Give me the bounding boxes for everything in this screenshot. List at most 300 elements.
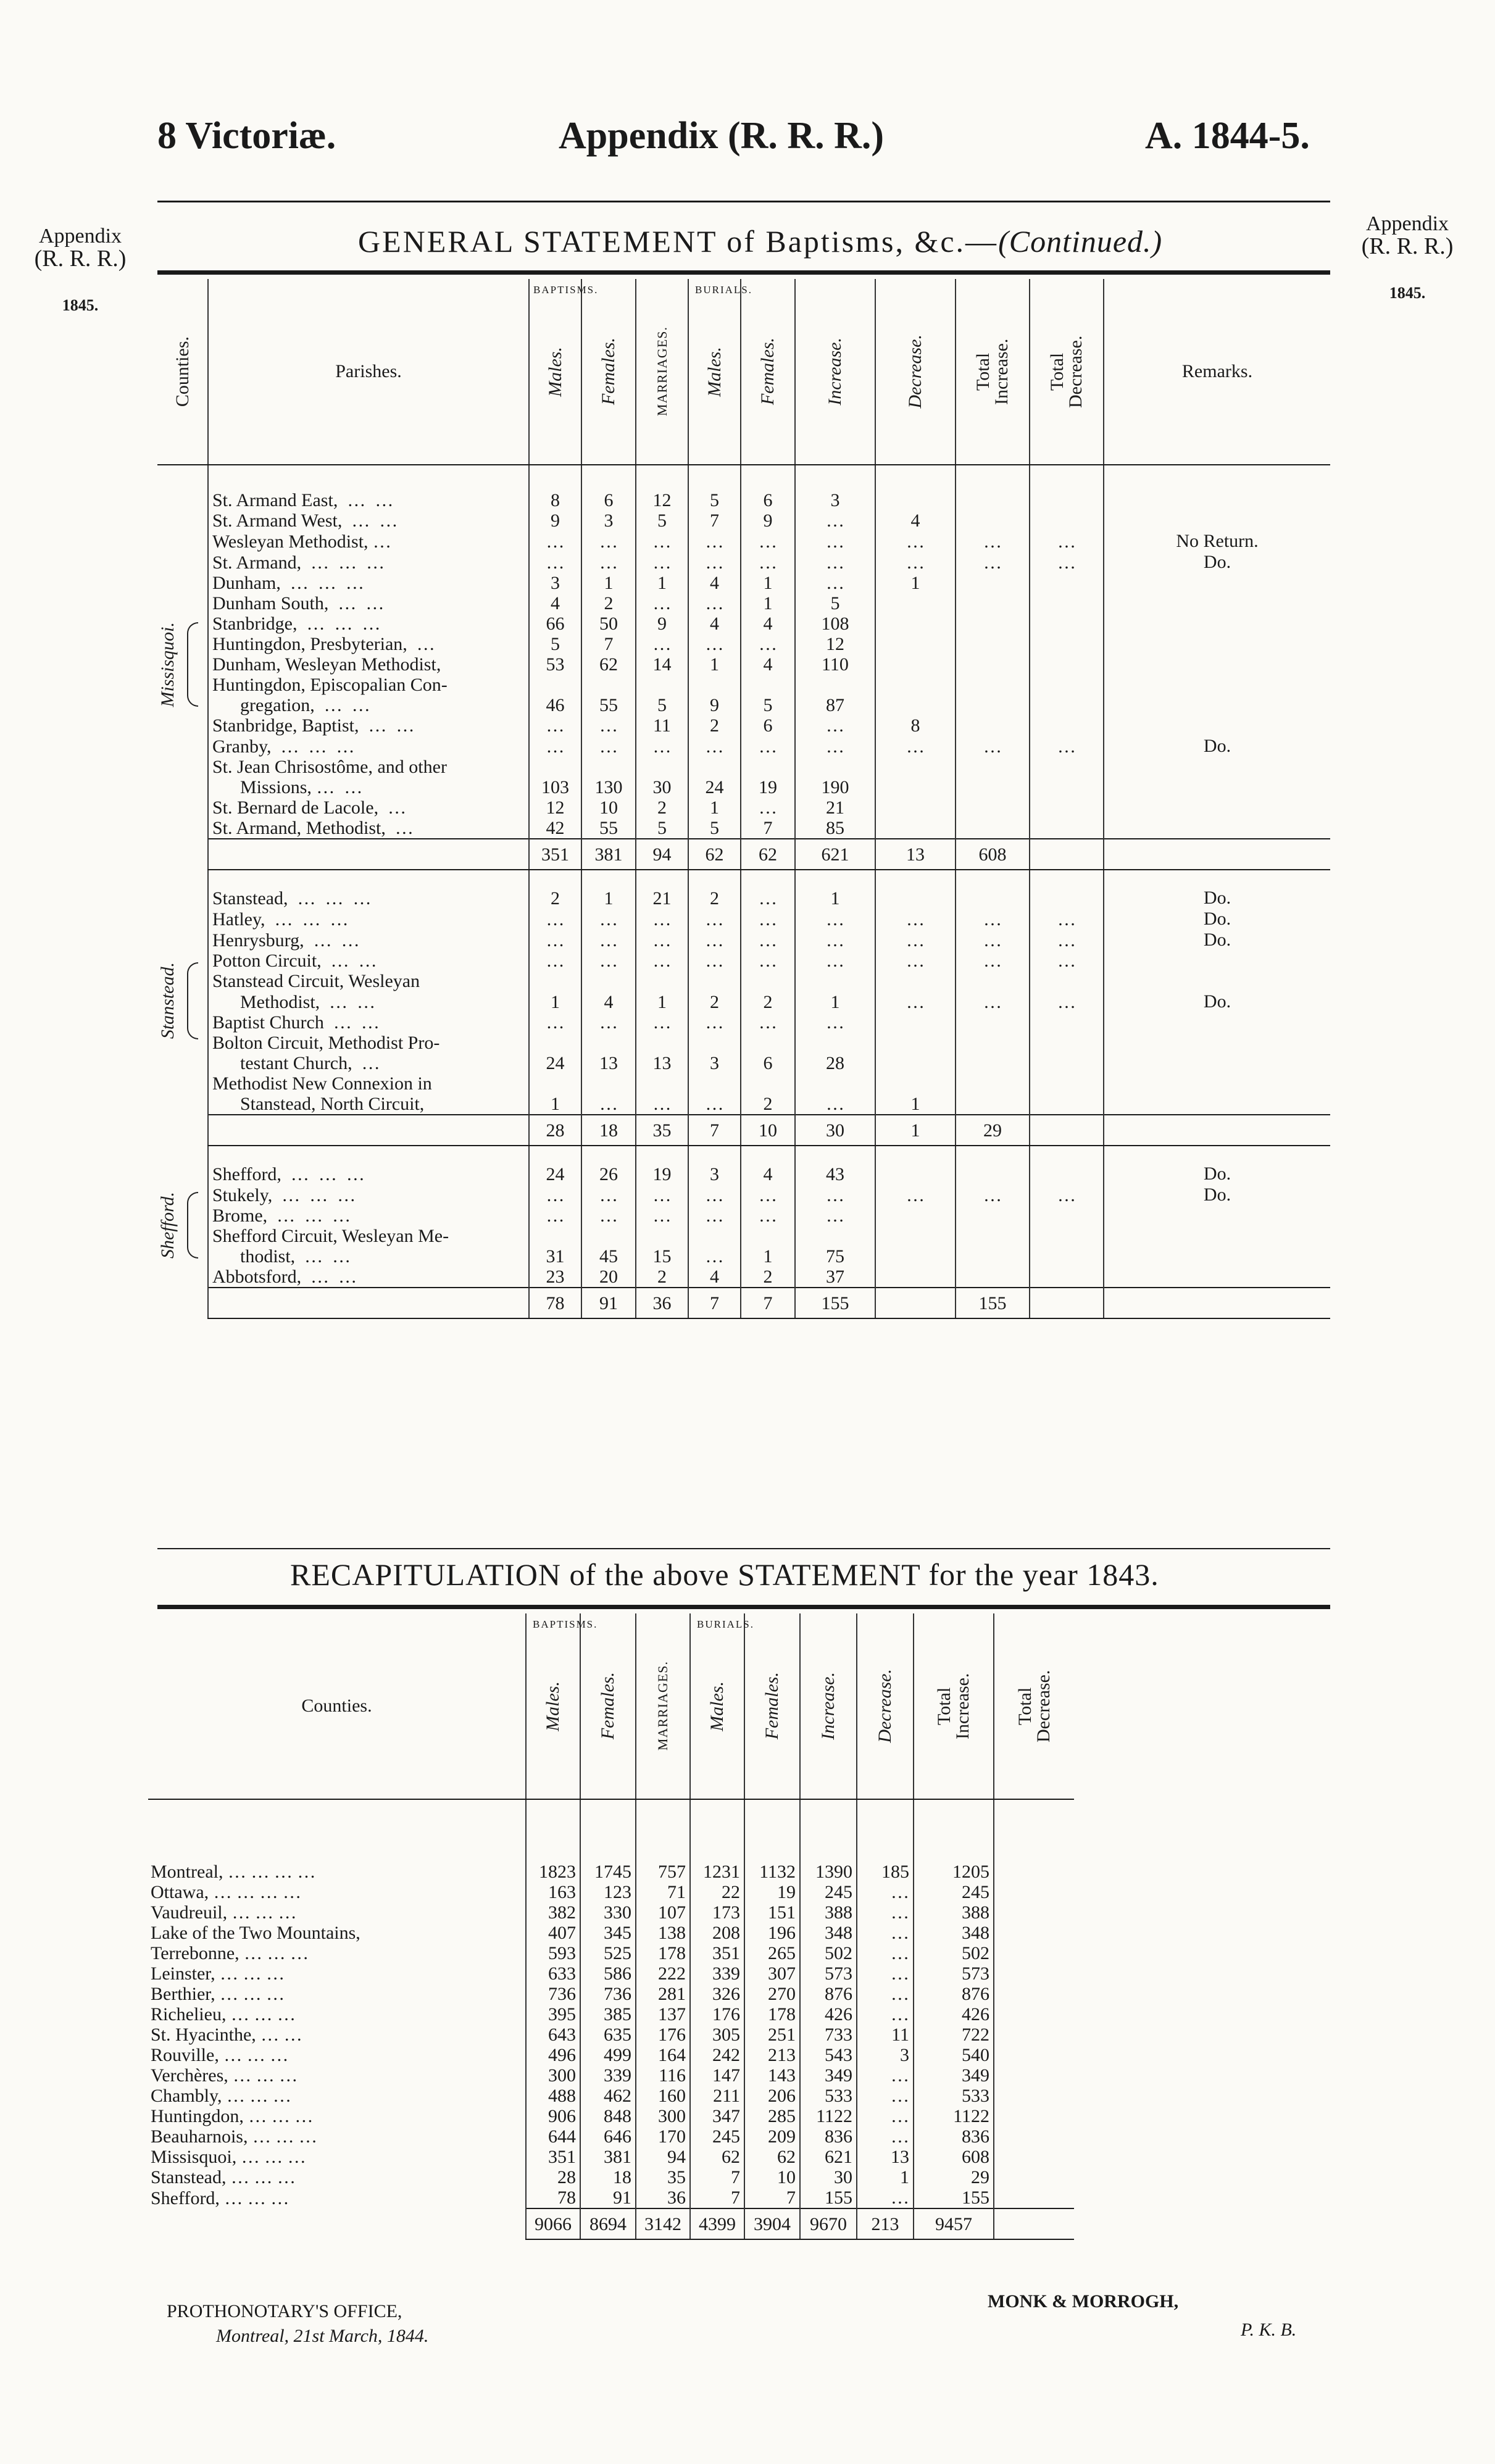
statement-row xyxy=(157,695,1330,715)
recap-county: Huntingdon, … … … xyxy=(151,2106,314,2126)
recap-value-cell: 876 xyxy=(914,1984,994,2004)
recap-value-cell: … xyxy=(857,1902,914,1923)
signatory: MONK & MORROGH, xyxy=(988,2291,1179,2312)
recap-value-cell xyxy=(994,2025,1074,2045)
parish-name: Stanstead, North Circuit, xyxy=(208,1094,529,1115)
value-cell xyxy=(581,1226,636,1246)
value-cell: 1 xyxy=(636,573,688,593)
statement-row xyxy=(157,1267,1330,1288)
remarks-cell xyxy=(1104,1053,1330,1073)
value-cell xyxy=(741,1073,795,1094)
recap-value-cell: 176 xyxy=(690,2004,744,2025)
value-cell: 1 xyxy=(741,1246,795,1267)
statement-row xyxy=(157,465,1330,510)
statement-row xyxy=(157,675,1330,695)
value-cell xyxy=(688,1033,741,1053)
total-cell xyxy=(1030,839,1104,870)
value-cell: … xyxy=(875,930,956,951)
value-cell xyxy=(741,675,795,695)
recap-total-cell: 213 xyxy=(857,2208,914,2239)
value-cell xyxy=(1030,797,1104,818)
recap-value-cell: 3 xyxy=(857,2045,914,2065)
value-cell: … xyxy=(581,1012,636,1033)
value-cell xyxy=(875,654,956,675)
remarks-cell: Do. xyxy=(1104,870,1330,909)
value-cell xyxy=(875,1226,956,1246)
parish-name: Huntingdon, Episcopalian Con- xyxy=(208,675,529,695)
value-cell xyxy=(1030,593,1104,614)
value-cell: … xyxy=(795,1184,875,1205)
statement-row xyxy=(157,552,1330,573)
total-cell: 78 xyxy=(529,1288,581,1318)
county-brace xyxy=(187,962,198,1039)
value-cell: 7 xyxy=(688,510,741,531)
recap-row xyxy=(148,2126,1074,2147)
value-cell: … xyxy=(529,715,581,736)
remarks-cell: Do. xyxy=(1104,991,1330,1012)
value-cell: 8 xyxy=(875,715,956,736)
value-cell: … xyxy=(875,991,956,1012)
recap-value-cell xyxy=(994,2147,1074,2167)
recap-value-cell: 426 xyxy=(800,2004,857,2025)
recap-value-cell: 305 xyxy=(690,2025,744,2045)
value-cell: 53 xyxy=(529,654,581,675)
total-cell: 10 xyxy=(741,1115,795,1146)
value-cell xyxy=(956,757,1030,777)
total-cell: 62 xyxy=(688,839,741,870)
recap-value-cell: 213 xyxy=(744,2045,800,2065)
value-cell: … xyxy=(875,531,956,552)
value-cell xyxy=(875,1146,956,1184)
header-left: 8 Victoriæ. xyxy=(157,115,336,157)
statement-row xyxy=(157,1146,1330,1184)
value-cell xyxy=(875,634,956,654)
value-cell: 9 xyxy=(688,695,741,715)
recap-value-cell: 300 xyxy=(636,2106,690,2126)
value-cell: … xyxy=(688,1205,741,1226)
parish-name: Stanstead Circuit, Wesleyan xyxy=(208,971,529,991)
value-cell xyxy=(795,1073,875,1094)
value-cell: 21 xyxy=(636,870,688,909)
value-cell: 2 xyxy=(688,870,741,909)
statement-row xyxy=(157,573,1330,593)
value-cell: 110 xyxy=(795,654,875,675)
total-cell: 155 xyxy=(956,1288,1030,1318)
recap-value-cell: 388 xyxy=(914,1902,994,1923)
recap-total-row xyxy=(148,2208,1074,2239)
total-cell: 608 xyxy=(956,839,1030,870)
value-cell: 5 xyxy=(636,818,688,839)
remarks-cell: Do. xyxy=(1104,909,1330,930)
value-cell xyxy=(875,593,956,614)
recap-value-cell: … xyxy=(857,1923,914,1943)
value-cell: 42 xyxy=(529,818,581,839)
remarks-cell xyxy=(1104,1226,1330,1246)
remarks-cell xyxy=(1104,1033,1330,1053)
value-cell xyxy=(688,1226,741,1246)
value-cell: 4 xyxy=(741,654,795,675)
parish-name: Baptist Church … … xyxy=(208,1012,529,1033)
parish-name: St. Jean Chrisostôme, and other xyxy=(208,757,529,777)
recap-value-cell: 71 xyxy=(636,1882,690,1902)
value-cell: … xyxy=(636,736,688,757)
recap-value-cell: 351 xyxy=(526,2147,580,2167)
recap-value-cell: 208 xyxy=(690,1923,744,1943)
value-cell: … xyxy=(1030,531,1104,552)
value-cell xyxy=(636,675,688,695)
value-cell: … xyxy=(795,951,875,971)
value-cell: … xyxy=(741,634,795,654)
value-cell: 130 xyxy=(581,777,636,797)
recap-county: Montreal, … … … … xyxy=(151,1862,316,1882)
remarks-cell xyxy=(1104,614,1330,634)
recap-county: Lake of the Two Mountains, xyxy=(151,1923,360,1943)
value-cell: … xyxy=(581,1184,636,1205)
value-cell xyxy=(529,971,581,991)
statement-row xyxy=(157,593,1330,614)
side-label-line1: Appendix xyxy=(38,225,122,248)
value-cell xyxy=(688,675,741,695)
statement-row xyxy=(157,715,1330,736)
recap-county: Leinster, … … … xyxy=(151,1963,285,1984)
side-year: 1845. xyxy=(1389,284,1426,302)
recap-county: Stanstead, … … … xyxy=(151,2167,296,2187)
recap-value-cell: 1231 xyxy=(690,1799,744,1882)
value-cell xyxy=(636,757,688,777)
recap-county: Beauharnois, … … … xyxy=(151,2126,317,2147)
statement-row xyxy=(157,1012,1330,1033)
value-cell: … xyxy=(956,951,1030,971)
value-cell xyxy=(636,1226,688,1246)
recap-value-cell: … xyxy=(857,1943,914,1963)
total-cell: 91 xyxy=(581,1288,636,1318)
value-cell: 1 xyxy=(875,573,956,593)
statement-row xyxy=(157,930,1330,951)
statement-row xyxy=(157,777,1330,797)
value-cell xyxy=(795,971,875,991)
value-cell xyxy=(956,1033,1030,1053)
parish-name: Shefford Circuit, Wesleyan Me- xyxy=(208,1226,529,1246)
value-cell: … xyxy=(875,736,956,757)
value-cell: 50 xyxy=(581,614,636,634)
statement-row xyxy=(157,654,1330,675)
value-cell: 1 xyxy=(688,654,741,675)
value-cell: … xyxy=(795,715,875,736)
value-cell: … xyxy=(1030,736,1104,757)
parish-name: Brome, … … … xyxy=(208,1205,529,1226)
recap-value-cell: 488 xyxy=(526,2086,580,2106)
value-cell: 4 xyxy=(875,510,956,531)
value-cell: … xyxy=(741,1012,795,1033)
value-cell xyxy=(1030,654,1104,675)
value-cell: 21 xyxy=(795,797,875,818)
recap-value-cell: 281 xyxy=(636,1984,690,2004)
value-cell: … xyxy=(795,1205,875,1226)
value-cell: 4 xyxy=(688,573,741,593)
value-cell xyxy=(956,971,1030,991)
value-cell: … xyxy=(795,573,875,593)
value-cell: … xyxy=(636,951,688,971)
recap-value-cell: 876 xyxy=(800,1984,857,2004)
value-cell: 24 xyxy=(529,1053,581,1073)
recap-value-cell: 502 xyxy=(914,1943,994,1963)
recap-value-cell: 533 xyxy=(800,2086,857,2106)
col-total-increase: Total Increase. xyxy=(956,279,1030,465)
recap-value-cell: 270 xyxy=(744,1984,800,2004)
value-cell xyxy=(956,510,1030,531)
value-cell: 3 xyxy=(795,465,875,510)
value-cell: … xyxy=(529,1184,581,1205)
value-cell: 87 xyxy=(795,695,875,715)
recap-county: Ottawa, … … … … xyxy=(151,1882,302,1902)
value-cell: … xyxy=(1030,1184,1104,1205)
recap-value-cell xyxy=(994,1923,1074,1943)
recap-group-burials: BURIALS. xyxy=(697,1618,754,1630)
value-cell xyxy=(1030,1094,1104,1115)
value-cell xyxy=(956,1053,1030,1073)
recap-row xyxy=(148,2187,1074,2208)
statement-title: GENERAL STATEMENT of Baptisms, &c.—(Continued.) xyxy=(358,224,1163,259)
value-cell xyxy=(529,1226,581,1246)
recap-value-cell xyxy=(994,1799,1074,1882)
value-cell xyxy=(1030,510,1104,531)
recap-title-rule xyxy=(157,1605,1330,1609)
total-cell: 1 xyxy=(875,1115,956,1146)
value-cell: … xyxy=(741,930,795,951)
recap-value-cell: 407 xyxy=(526,1923,580,1943)
value-cell: 13 xyxy=(636,1053,688,1073)
value-cell: … xyxy=(581,1205,636,1226)
recap-value-cell: … xyxy=(857,2187,914,2208)
value-cell xyxy=(956,465,1030,510)
recap-value-cell: 7 xyxy=(690,2187,744,2208)
value-cell: 37 xyxy=(795,1267,875,1288)
value-cell: 9 xyxy=(529,510,581,531)
recap-row xyxy=(148,1799,1074,1882)
value-cell: … xyxy=(529,1205,581,1226)
value-cell xyxy=(688,971,741,991)
recap-total-cell: 9066 xyxy=(526,2208,580,2239)
value-cell: … xyxy=(581,1094,636,1115)
value-cell: … xyxy=(795,909,875,930)
value-cell xyxy=(741,971,795,991)
recap-value-cell: 347 xyxy=(690,2106,744,2126)
remarks-cell xyxy=(1104,1094,1330,1115)
value-cell xyxy=(875,695,956,715)
statement-table xyxy=(157,279,1330,1319)
recap-value-cell: 385 xyxy=(580,2004,636,2025)
value-cell: 5 xyxy=(741,695,795,715)
value-cell xyxy=(956,1246,1030,1267)
value-cell: … xyxy=(581,930,636,951)
recap-value-cell: 722 xyxy=(914,2025,994,2045)
value-cell xyxy=(875,1073,956,1094)
value-cell: … xyxy=(1030,930,1104,951)
value-cell: 5 xyxy=(529,634,581,654)
value-cell xyxy=(1030,1053,1104,1073)
recap-value-cell: … xyxy=(857,1963,914,1984)
value-cell: 103 xyxy=(529,777,581,797)
value-cell: 2 xyxy=(636,1267,688,1288)
col-baptism-males: BAPTISMS. Males. xyxy=(529,279,581,465)
recap-row xyxy=(148,1963,1074,1984)
recap-value-cell: 348 xyxy=(914,1923,994,1943)
value-cell: … xyxy=(581,736,636,757)
recap-row xyxy=(148,2065,1074,2086)
side-label-line2: (R. R. R.) xyxy=(1361,233,1454,259)
recap-value-cell: 300 xyxy=(526,2065,580,2086)
recap-value-cell: 36 xyxy=(636,2187,690,2208)
statement-row xyxy=(157,1246,1330,1267)
value-cell: … xyxy=(795,930,875,951)
value-cell: 1 xyxy=(529,1094,581,1115)
parish-name: St. Armand, Methodist, … xyxy=(208,818,529,839)
recap-value-cell: 242 xyxy=(690,2045,744,2065)
parish-name: Dunham, … … … xyxy=(208,573,529,593)
value-cell: … xyxy=(875,909,956,930)
recap-county: Terrebonne, … … … xyxy=(151,1943,309,1963)
value-cell: 5 xyxy=(688,465,741,510)
recap-value-cell: 351 xyxy=(690,1943,744,1963)
value-cell: 43 xyxy=(795,1146,875,1184)
value-cell xyxy=(1030,675,1104,695)
value-cell: 8 xyxy=(529,465,581,510)
recap-value-cell: 265 xyxy=(744,1943,800,1963)
remarks-cell xyxy=(1104,777,1330,797)
recap-value-cell: 62 xyxy=(744,2147,800,2167)
recap-row xyxy=(148,1943,1074,1963)
value-cell: … xyxy=(529,909,581,930)
value-cell: 6 xyxy=(741,465,795,510)
recap-value-cell: 143 xyxy=(744,2065,800,2086)
parish-name: Potton Circuit, … … xyxy=(208,951,529,971)
recap-value-cell: 381 xyxy=(580,2147,636,2167)
remarks-cell xyxy=(1104,715,1330,736)
value-cell xyxy=(956,1226,1030,1246)
county-cell xyxy=(157,1146,208,1288)
value-cell xyxy=(875,818,956,839)
value-cell: 11 xyxy=(636,715,688,736)
header-right: A. 1844-5. xyxy=(1145,115,1310,157)
recap-value-cell: 1745 xyxy=(580,1799,636,1882)
value-cell: 62 xyxy=(581,654,636,675)
value-cell: 66 xyxy=(529,614,581,634)
group-burials: BURIALS. xyxy=(695,284,752,296)
value-cell xyxy=(529,1033,581,1053)
recap-value-cell: 209 xyxy=(744,2126,800,2147)
value-cell: … xyxy=(688,951,741,971)
value-cell: 10 xyxy=(581,797,636,818)
value-cell xyxy=(795,1226,875,1246)
recap-value-cell: 137 xyxy=(636,2004,690,2025)
statement-row xyxy=(157,971,1330,991)
recap-title: RECAPITULATION of the above STATEMENT for the year 1843. xyxy=(290,1557,1159,1592)
value-cell: 24 xyxy=(688,777,741,797)
parish-name: St. Armand West, … … xyxy=(208,510,529,531)
recap-value-cell: 736 xyxy=(580,1984,636,2004)
value-cell xyxy=(581,757,636,777)
county-total-row xyxy=(157,1115,1330,1146)
value-cell: … xyxy=(636,552,688,573)
recap-value-cell: 245 xyxy=(800,1882,857,1902)
value-cell: 28 xyxy=(795,1053,875,1073)
statement-row xyxy=(157,1073,1330,1094)
value-cell xyxy=(581,1033,636,1053)
value-cell xyxy=(875,797,956,818)
value-cell: 1 xyxy=(795,870,875,909)
recap-value-cell: 345 xyxy=(580,1923,636,1943)
recap-row xyxy=(148,2147,1074,2167)
side-label-line2: (R. R. R.) xyxy=(34,246,127,272)
recap-value-cell: 348 xyxy=(800,1923,857,1943)
recap-value-cell: 757 xyxy=(636,1799,690,1882)
value-cell xyxy=(1030,777,1104,797)
top-rule xyxy=(157,201,1330,202)
value-cell: 31 xyxy=(529,1246,581,1267)
value-cell: 55 xyxy=(581,695,636,715)
side-label-line1: Appendix xyxy=(1365,212,1449,235)
value-cell xyxy=(1030,1033,1104,1053)
value-cell: 55 xyxy=(581,818,636,839)
value-cell: 1 xyxy=(875,1094,956,1115)
value-cell: 1 xyxy=(688,797,741,818)
value-cell: … xyxy=(688,1184,741,1205)
parish-name: Huntingdon, Presbyterian, … xyxy=(208,634,529,654)
value-cell xyxy=(956,715,1030,736)
value-cell xyxy=(1030,614,1104,634)
statement-row xyxy=(157,531,1330,552)
recap-value-cell: 836 xyxy=(914,2126,994,2147)
value-cell: 14 xyxy=(636,654,688,675)
recap-value-cell: 608 xyxy=(914,2147,994,2167)
statement-row xyxy=(157,991,1330,1012)
value-cell: … xyxy=(688,1246,741,1267)
recap-value-cell: 151 xyxy=(744,1902,800,1923)
value-cell xyxy=(875,1012,956,1033)
value-cell xyxy=(1030,634,1104,654)
recap-value-cell: 13 xyxy=(857,2147,914,2167)
value-cell xyxy=(529,757,581,777)
total-cell xyxy=(1104,1115,1330,1146)
value-cell xyxy=(956,1205,1030,1226)
value-cell: … xyxy=(529,1012,581,1033)
recap-value-cell: 586 xyxy=(580,1963,636,1984)
recap-value-cell: 30 xyxy=(800,2167,857,2187)
value-cell: … xyxy=(795,736,875,757)
value-cell xyxy=(875,1246,956,1267)
statement-row xyxy=(157,1205,1330,1226)
recap-value-cell: 116 xyxy=(636,2065,690,2086)
value-cell xyxy=(795,675,875,695)
recap-value-cell: 173 xyxy=(690,1902,744,1923)
value-cell: 2 xyxy=(741,1267,795,1288)
col-total-decrease: Total Decrease. xyxy=(1030,279,1104,465)
recap-value-cell: 621 xyxy=(800,2147,857,2167)
recap-value-cell: 7 xyxy=(690,2167,744,2187)
recap-total-cell: 9670 xyxy=(800,2208,857,2239)
recap-value-cell: 339 xyxy=(580,2065,636,2086)
value-cell: … xyxy=(741,1205,795,1226)
value-cell: 12 xyxy=(636,465,688,510)
recap-value-cell: … xyxy=(857,1882,914,1902)
value-cell xyxy=(875,870,956,909)
value-cell xyxy=(1030,870,1104,909)
remarks-cell xyxy=(1104,465,1330,510)
recap-value-cell: 211 xyxy=(690,2086,744,2106)
value-cell: 13 xyxy=(581,1053,636,1073)
total-cell: 7 xyxy=(688,1115,741,1146)
recap-value-cell: 906 xyxy=(526,2106,580,2126)
